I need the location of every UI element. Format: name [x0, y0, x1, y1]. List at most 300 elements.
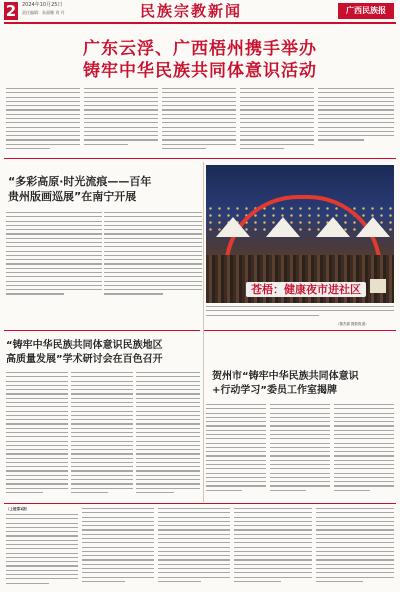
text-line [270, 490, 306, 491]
text-line [82, 521, 154, 522]
text-line [104, 259, 202, 260]
text-line [6, 574, 78, 575]
text-line [6, 242, 102, 243]
text-line [158, 521, 230, 522]
text-line [6, 565, 78, 566]
text-line [240, 122, 314, 123]
text-line [6, 553, 78, 554]
text-line [6, 221, 102, 222]
text-line [6, 428, 68, 429]
text-line [6, 139, 80, 140]
text-line [240, 105, 314, 106]
text-line [6, 127, 80, 128]
column-rule [203, 162, 204, 502]
text-line [240, 97, 314, 98]
text-line [6, 402, 68, 403]
text-line [240, 118, 314, 119]
text-line [82, 555, 154, 556]
text-line [158, 512, 230, 513]
text-line [240, 139, 314, 140]
text-line [334, 408, 394, 409]
lead-body-col5 [318, 88, 394, 144]
text-line [6, 255, 102, 256]
text-line [6, 272, 102, 273]
issue-date: 2024年10月25日 [22, 2, 63, 8]
text-line [158, 547, 230, 548]
text-line [71, 432, 133, 433]
text-line [270, 460, 330, 461]
text-line [316, 534, 394, 535]
text-line [6, 389, 68, 390]
text-line [206, 485, 266, 486]
text-line [84, 114, 158, 115]
lead-divider [4, 158, 396, 159]
text-line [71, 415, 133, 416]
text-line [136, 436, 200, 437]
text-line [6, 411, 68, 412]
text-line [240, 127, 314, 128]
text-line [316, 581, 363, 582]
continued-body-col5 [316, 508, 394, 588]
text-line [6, 535, 78, 536]
text-line [158, 529, 230, 530]
text-line [136, 441, 200, 442]
text-line [240, 144, 314, 145]
text-line [136, 453, 200, 454]
text-line [334, 464, 394, 465]
text-line [136, 423, 200, 424]
text-line [318, 135, 394, 136]
text-line [334, 447, 394, 448]
text-line [136, 385, 200, 386]
text-line [6, 276, 102, 277]
text-line [136, 376, 200, 377]
text-line [162, 101, 236, 102]
text-line [84, 105, 158, 106]
text-line [71, 470, 133, 471]
text-line [6, 523, 78, 524]
text-line [334, 430, 394, 431]
text-line [206, 438, 266, 439]
text-line [234, 564, 312, 565]
text-line [104, 276, 202, 277]
text-line [84, 139, 158, 140]
text-line [334, 421, 394, 422]
text-line [6, 212, 102, 213]
text-line [82, 547, 154, 548]
text-line [6, 233, 102, 234]
text-line [6, 372, 68, 373]
text-line [71, 423, 133, 424]
text-line [6, 544, 78, 545]
text-line [318, 97, 394, 98]
text-line [334, 443, 394, 444]
text-line [162, 135, 236, 136]
text-line [6, 483, 68, 484]
text-line [71, 488, 133, 489]
text-line [158, 572, 230, 573]
text-line [6, 216, 102, 217]
text-line [136, 462, 200, 463]
text-line [234, 555, 312, 556]
guizhou-title-line1: “多彩高原·时光流痕——百年 [8, 175, 152, 188]
text-line [136, 428, 200, 429]
text-line [334, 473, 394, 474]
text-line [6, 131, 80, 132]
text-line [71, 389, 133, 390]
text-line [206, 451, 266, 452]
text-line [6, 441, 68, 442]
text-line [6, 423, 68, 424]
text-line [6, 527, 78, 528]
lead-headline-line1: 广东云浮、广西梧州携手举办 [83, 39, 317, 59]
text-line [158, 581, 201, 582]
text-line [158, 534, 230, 535]
text-line [84, 97, 158, 98]
text-line [206, 315, 319, 316]
text-line [318, 122, 394, 123]
text-line [104, 268, 202, 269]
text-line [270, 404, 330, 405]
text-line [270, 455, 330, 456]
editor-credit: 责任编辑：朱丽娜 刘 丹 [22, 10, 65, 15]
text-line [316, 572, 394, 573]
text-line [71, 466, 133, 467]
text-line [334, 481, 394, 482]
night-market-photo [206, 165, 394, 303]
text-line [6, 458, 68, 459]
text-line [104, 272, 202, 273]
text-line [6, 514, 78, 515]
text-line [270, 481, 330, 482]
text-line [234, 551, 312, 552]
text-line [6, 238, 102, 239]
text-line [71, 398, 133, 399]
text-line [334, 434, 394, 435]
text-line [162, 131, 236, 132]
continued-body-col3 [158, 508, 230, 588]
text-line [84, 109, 158, 110]
text-line [334, 485, 394, 486]
text-line [84, 127, 158, 128]
text-line [71, 449, 133, 450]
text-line [206, 460, 266, 461]
text-line [82, 529, 154, 530]
text-line [82, 572, 154, 573]
text-line [334, 425, 394, 426]
text-line [240, 88, 314, 89]
text-line [318, 109, 394, 110]
photo-overlay-title: 苍梧：健康夜市进社区 [246, 282, 366, 297]
lead-body-col4 [240, 88, 314, 154]
text-line [71, 483, 133, 484]
text-line [206, 404, 266, 405]
text-line [206, 425, 266, 426]
text-line [82, 538, 154, 539]
text-line [104, 289, 202, 290]
text-line [206, 417, 266, 418]
text-line [136, 398, 200, 399]
text-line [136, 411, 200, 412]
lead-body-col2 [84, 88, 158, 150]
text-line [71, 479, 133, 480]
text-line [136, 479, 200, 480]
mid-divider-right [204, 330, 396, 331]
text-line [136, 432, 200, 433]
text-line [6, 531, 78, 532]
text-line [316, 564, 394, 565]
text-line [71, 381, 133, 382]
text-line [234, 508, 312, 509]
text-line [334, 438, 394, 439]
text-line [6, 97, 80, 98]
text-line [104, 246, 202, 247]
text-line [6, 114, 80, 115]
page-number: 2 [5, 2, 17, 20]
text-line [234, 534, 312, 535]
text-line [162, 109, 236, 110]
text-line [206, 490, 242, 491]
text-line [6, 470, 68, 471]
text-line [6, 225, 102, 226]
text-line [318, 127, 394, 128]
text-line [318, 88, 394, 89]
text-line [334, 455, 394, 456]
continued-body-col4 [234, 508, 312, 588]
text-line [6, 518, 78, 519]
text-line [318, 114, 394, 115]
text-line [82, 581, 125, 582]
text-line [318, 92, 394, 93]
text-line [6, 376, 68, 377]
text-line [136, 389, 200, 390]
guizhou-body-col2 [104, 212, 202, 302]
text-line [162, 122, 236, 123]
text-line [316, 517, 394, 518]
text-line [316, 508, 394, 509]
text-line [270, 417, 330, 418]
text-line [6, 453, 68, 454]
text-line [71, 406, 133, 407]
text-line [206, 408, 266, 409]
text-line [104, 242, 202, 243]
text-line [71, 453, 133, 454]
text-line [6, 419, 68, 420]
text-line [6, 118, 80, 119]
text-line [206, 310, 394, 311]
text-line [240, 101, 314, 102]
text-line [162, 144, 236, 145]
text-line [6, 398, 68, 399]
text-line [334, 477, 394, 478]
paper-name-badge: 广西民族报 [338, 3, 394, 19]
seminar-body-col1 [6, 372, 68, 498]
text-line [82, 508, 154, 509]
text-line [158, 577, 230, 578]
text-line [316, 512, 394, 513]
text-line [206, 443, 266, 444]
text-line [104, 212, 202, 213]
text-line [6, 557, 78, 558]
text-line [234, 581, 281, 582]
hezhou-title-line2: +行动学习”委员工作室揭牌 [212, 385, 337, 396]
text-line [162, 148, 206, 149]
text-line [71, 393, 133, 394]
text-line [162, 92, 236, 93]
text-line [6, 466, 68, 467]
text-line [136, 492, 174, 493]
text-line [316, 547, 394, 548]
text-line [270, 451, 330, 452]
lead-headline-line2: 铸牢中华民族共同体意识活动 [83, 61, 317, 81]
text-line [206, 455, 266, 456]
text-line [316, 577, 394, 578]
text-line [84, 88, 158, 89]
text-line [316, 529, 394, 530]
text-line [334, 451, 394, 452]
text-line [234, 521, 312, 522]
text-line [104, 251, 202, 252]
text-line [104, 285, 202, 286]
photo-credit: （黎杰源 摄影报道） [336, 322, 369, 326]
text-line [316, 555, 394, 556]
text-line [334, 404, 394, 405]
text-line [136, 470, 200, 471]
text-line [6, 135, 80, 136]
text-line [270, 438, 330, 439]
text-line [270, 421, 330, 422]
text-line [270, 464, 330, 465]
text-line [206, 413, 266, 414]
text-line [6, 432, 68, 433]
text-line [316, 525, 394, 526]
text-line [240, 148, 284, 149]
text-line [6, 385, 68, 386]
text-line [270, 434, 330, 435]
text-line [104, 221, 202, 222]
continued-body-col1 [6, 514, 78, 588]
text-line [6, 148, 50, 149]
text-line [6, 578, 78, 579]
text-line [270, 413, 330, 414]
text-line [162, 114, 236, 115]
text-line [270, 468, 330, 469]
text-line [82, 534, 154, 535]
text-line [6, 488, 68, 489]
text-line [234, 572, 312, 573]
lead-body-col1 [6, 88, 80, 154]
text-line [334, 468, 394, 469]
text-line [206, 473, 266, 474]
text-line [316, 568, 394, 569]
text-line [316, 521, 394, 522]
text-line [334, 460, 394, 461]
text-line [270, 485, 330, 486]
text-line [158, 568, 230, 569]
text-line [6, 105, 80, 106]
text-line [270, 477, 330, 478]
text-line [6, 88, 80, 89]
continued-body-col2 [82, 508, 154, 588]
text-line [206, 430, 266, 431]
text-line [240, 131, 314, 132]
text-line [84, 101, 158, 102]
sign-board [370, 279, 386, 293]
text-line [234, 542, 312, 543]
text-line [6, 101, 80, 102]
text-line [318, 118, 394, 119]
text-line [71, 411, 133, 412]
text-line [6, 548, 78, 549]
text-line [71, 402, 133, 403]
text-line [162, 88, 236, 89]
text-line [82, 568, 154, 569]
text-line [206, 434, 266, 435]
text-line [334, 490, 370, 491]
text-line [6, 449, 68, 450]
text-line [6, 406, 68, 407]
text-line [334, 413, 394, 414]
text-line [318, 139, 364, 140]
seminar-title-line1: “铸牢中华民族共同体意识民族地区 [6, 340, 163, 351]
text-line [158, 538, 230, 539]
text-line [136, 406, 200, 407]
text-line [6, 109, 80, 110]
text-line [318, 131, 394, 132]
text-line [136, 372, 200, 373]
text-line [6, 583, 49, 584]
text-line [270, 443, 330, 444]
text-line [162, 127, 236, 128]
text-line [6, 251, 102, 252]
text-line [136, 445, 200, 446]
text-line [316, 538, 394, 539]
guizhou-body-col1 [6, 212, 102, 302]
text-line [158, 508, 230, 509]
mid-divider-left [4, 330, 200, 331]
text-line [82, 525, 154, 526]
guizhou-title-line2: 贵州版画巡展”在南宁开展 [8, 190, 137, 203]
text-line [84, 131, 158, 132]
text-line [82, 559, 154, 560]
text-line [136, 466, 200, 467]
text-line [104, 263, 202, 264]
text-line [158, 555, 230, 556]
text-line [6, 479, 68, 480]
text-line [6, 475, 68, 476]
text-line [71, 475, 133, 476]
text-line [158, 525, 230, 526]
text-line [334, 417, 394, 418]
text-line [240, 114, 314, 115]
text-line [206, 447, 266, 448]
text-line [206, 481, 266, 482]
text-line [136, 488, 200, 489]
text-line [240, 135, 314, 136]
text-line [206, 306, 394, 307]
hezhou-body-col2 [270, 404, 330, 498]
text-line [82, 564, 154, 565]
text-line [71, 462, 133, 463]
masthead-rule [4, 22, 396, 24]
text-line [71, 428, 133, 429]
text-line [162, 139, 236, 140]
text-line [71, 376, 133, 377]
photo-caption-lines [206, 306, 394, 322]
text-line [6, 144, 80, 145]
text-line [158, 542, 230, 543]
text-line [318, 105, 394, 106]
